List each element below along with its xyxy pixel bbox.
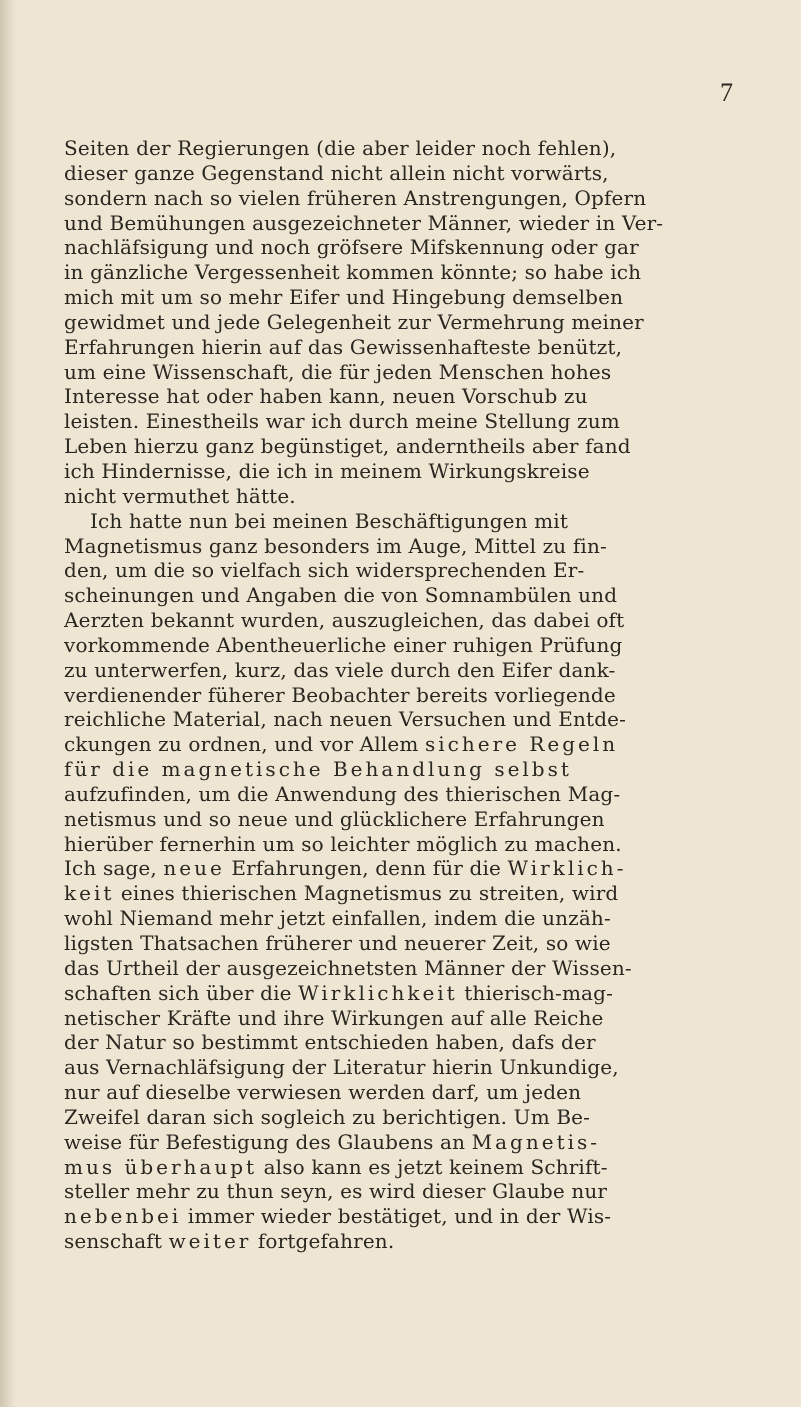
text-line <box>64 881 724 906</box>
text-line: Magnetismus ganz besonders im Auge, Mittel zu fin- <box>64 533 607 558</box>
text-line: und Bemühungen ausgezeichneter Männer, wieder in Ver- <box>64 210 664 235</box>
text-line <box>64 732 724 757</box>
text-line: gewidmet und jede Gelegenheit zur Vermehrung meiner <box>64 309 644 334</box>
emphasis-spaced: neue <box>163 856 225 881</box>
text-run: fortgefahren. <box>257 1229 395 1254</box>
text-line: Zweifel daran sich sogleich zu berichtigen. Um Be- <box>64 1104 591 1129</box>
text-line: steller mehr zu thun seyn, es wird dieser Glaube nur <box>64 1179 608 1204</box>
text-run: eines thierischen Magnetismus zu streiten, wird <box>120 881 619 906</box>
text-line: nur auf dieselbe verwiesen werden darf, um jeden <box>64 1080 582 1105</box>
text-line <box>64 1155 724 1180</box>
text-line: hierüber fernerhin um so leichter möglich zu machen. <box>64 831 622 856</box>
text-line-spaced: für die magnetische Behandlung selbst <box>64 757 572 782</box>
text-line: zu unterwerfen, kurz, das viele durch den Eifer dank- <box>64 657 616 682</box>
text-run: immer wieder bestätiget, und in der Wis- <box>187 1204 612 1229</box>
text-line: dieser ganze Gegenstand nicht allein nicht vorwärts, <box>64 160 609 185</box>
text-run: ckungen zu ordnen, und vor Allem <box>64 732 419 757</box>
text-line: ich Hindernisse, die ich in meinem Wirkungskreise <box>64 458 590 483</box>
text-run: senschaft <box>64 1229 163 1254</box>
text-line <box>64 856 724 881</box>
text-line: den, um die so vielfach sich widersprechenden Er- <box>64 558 585 583</box>
text-line: scheinungen und Angaben die von Somnambülen und <box>64 583 618 608</box>
text-line: aufzufinden, um die Anwendung des thierischen Mag- <box>64 781 621 806</box>
text-line: um eine Wissenschaft, die für jeden Menschen hohes <box>64 359 612 384</box>
text-line: sondern nach so vielen früheren Anstrengungen, Opfern <box>64 185 647 210</box>
text-line: verdienender füherer Beobachter bereits vorliegende <box>64 682 616 707</box>
page-edge-shadow <box>0 0 16 1407</box>
text-run: weise für Befestigung des Glaubens an <box>64 1129 466 1154</box>
text-line: mich mit um so mehr Eifer und Hingebung demselben <box>64 285 624 310</box>
emphasis-spaced: weiter <box>168 1229 252 1254</box>
text-line <box>64 981 724 1006</box>
text-line <box>64 1229 724 1254</box>
text-run: Ich sage, <box>64 856 157 881</box>
text-line: Ich hatte nun bei meinen Beschäftigungen mit <box>90 508 569 533</box>
text-line: wohl Niemand mehr jetzt einfallen, indem die unzäh- <box>64 906 611 931</box>
text-line: Seiten der Regierungen (die aber leider noch fehlen), <box>64 136 617 160</box>
text-line: nachläfsigung und noch gröfsere Mifskennung oder gar <box>64 235 639 260</box>
text-line <box>64 1204 724 1229</box>
text-line: netischer Kräfte und ihre Wirkungen auf alle Reiche <box>64 1005 604 1030</box>
emphasis-spaced: Wirklich- <box>507 856 627 881</box>
text-run: schaften sich über die <box>64 980 292 1005</box>
emphasis-spaced: mus überhaupt <box>64 1154 258 1179</box>
emphasis-spaced: Magnetis- <box>471 1129 601 1154</box>
emphasis-spaced: keit <box>64 881 115 906</box>
emphasis-spaced: sichere Regeln <box>424 732 619 757</box>
text-line: nicht vermuthet hätte. <box>64 483 296 508</box>
text-line: netismus und so neue und glücklichere Erfahrungen <box>64 806 605 831</box>
text-line: Aerzten bekannt wurden, auszugleichen, das dabei oft <box>64 608 625 633</box>
text-line: leisten. Einestheils war ich durch meine Stellung zum <box>64 409 620 434</box>
text-line: Leben hierzu ganz begünstiget, anderntheils aber fand <box>64 434 631 459</box>
text-line: aus Vernachläfsigung der Literatur hierin Unkundige, <box>64 1055 619 1080</box>
page-number: 7 <box>720 78 733 107</box>
text-line: in gänzliche Vergessenheit kommen könnte; so habe ich <box>64 260 642 285</box>
text-line: der Natur so bestimmt entschieden haben, dafs der <box>64 1030 596 1055</box>
text-line <box>64 1130 724 1155</box>
body-text <box>64 136 724 1254</box>
text-line: das Urtheil der ausgezeichnetsten Männer der Wissen- <box>64 955 632 980</box>
text-run: Erfahrungen, denn für die <box>231 856 502 881</box>
emphasis-spaced: nebenbei <box>64 1204 182 1229</box>
text-run: also kann es jetzt keinem Schrift- <box>263 1154 608 1179</box>
emphasis-spaced: Wirklichkeit <box>298 980 458 1005</box>
text-line: Interesse hat oder haben kann, neuen Vorschub zu <box>64 384 588 409</box>
text-line: Erfahrungen hierin auf das Gewissenhafteste benützt, <box>64 334 623 359</box>
text-line: reichliche Material, nach neuen Versuchen und Entde- <box>64 707 627 732</box>
text-line: vorkommende Abentheuerliche einer ruhigen Prüfung <box>64 632 623 657</box>
text-line: ligsten Thatsachen früherer und neuerer Zeit, so wie <box>64 931 611 955</box>
text-run: thierisch-mag- <box>464 980 613 1005</box>
